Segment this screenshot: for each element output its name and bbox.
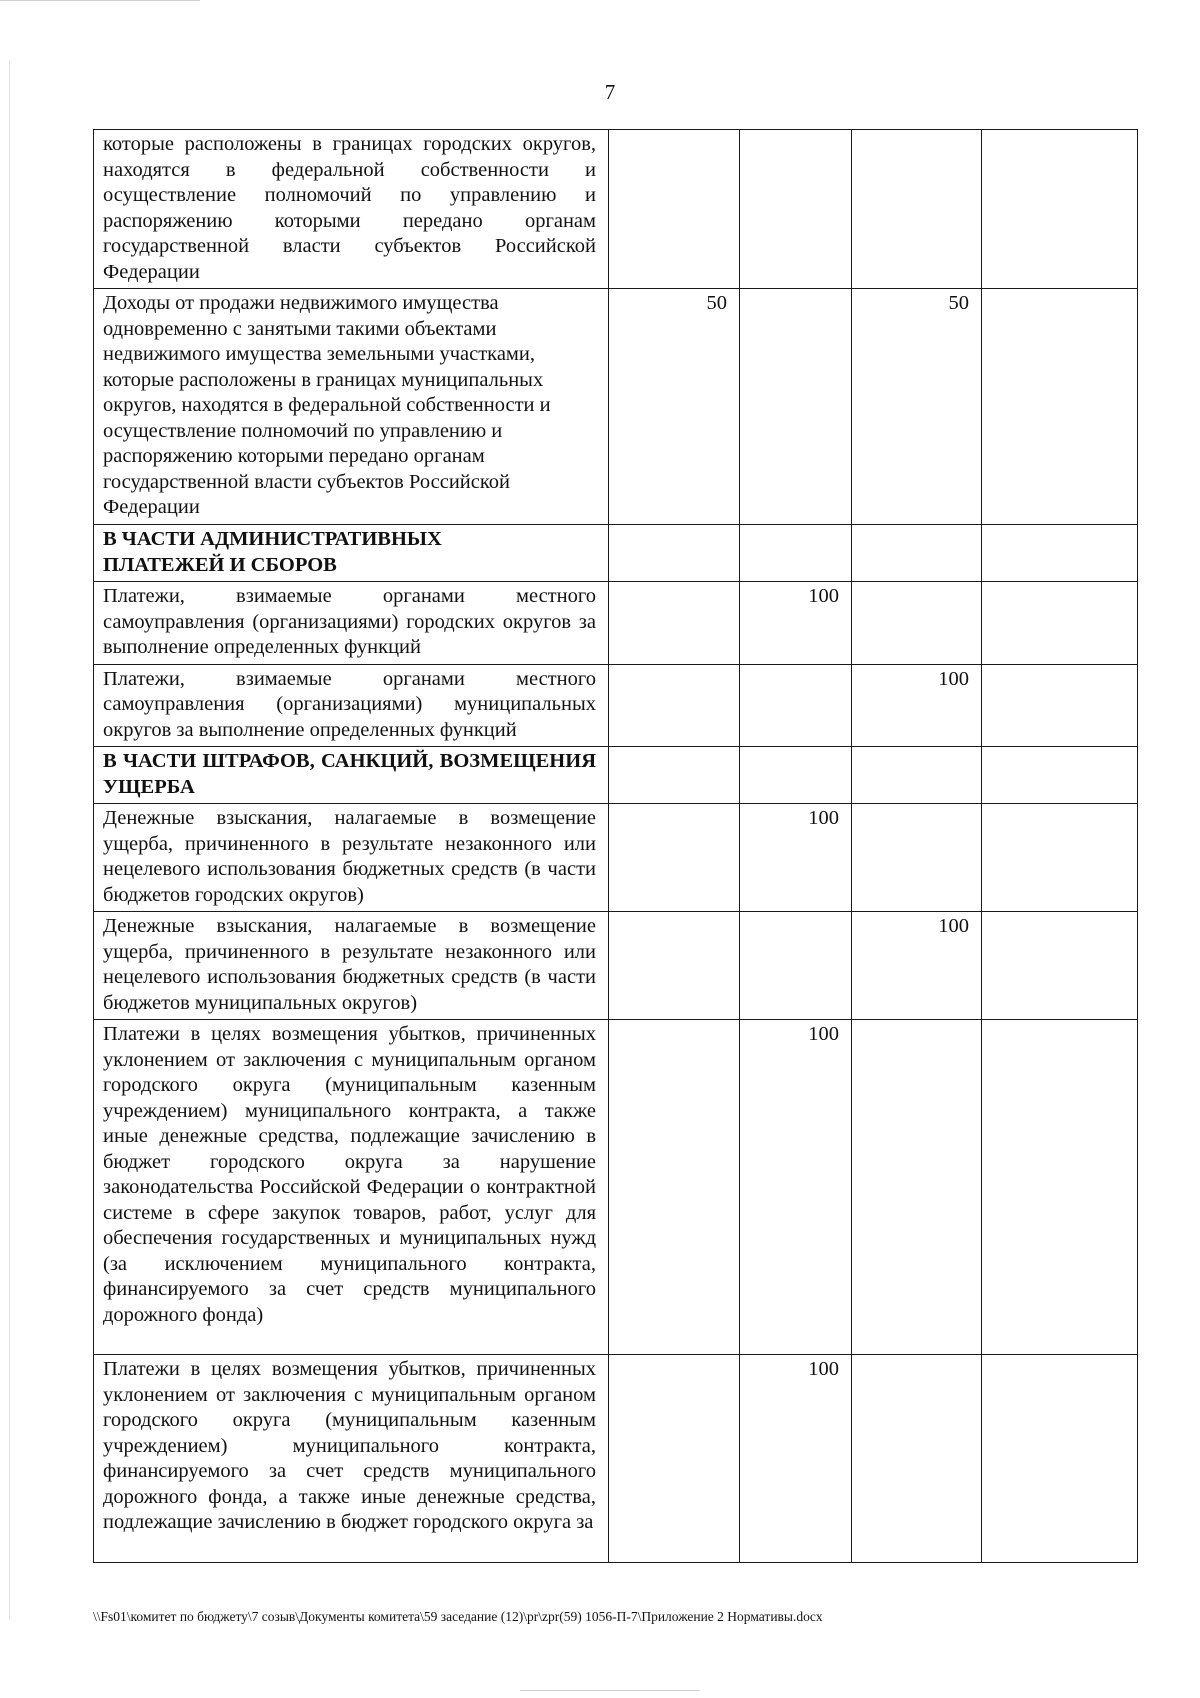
row-description: Доходы от продажи недвижимого имущества одновременно с занятыми такими объектами недвижимого имущества земельными участками, которые расположены в границах муниципальных округов, находятся в федеральной собственности и осуществление полномочий по управлению и распоряжению которыми передано органам государственной власти субъектов Российской Федерации <box>94 289 609 525</box>
value-cell: 100 <box>740 804 852 912</box>
value-cell <box>982 804 1138 912</box>
value-cell <box>852 804 982 912</box>
value-cell <box>852 130 982 289</box>
table-row <box>94 582 1138 665</box>
file-path-footer: \\Fs01\комитет по бюджету\7 созыв\Документы комитета\59 заседание (12)\pr\zpr(59) 1056-П-7\Приложение 2 Нормативы.docx <box>93 1609 823 1624</box>
value-cell <box>852 1020 982 1355</box>
row-description: Денежные взыскания, налагаемые в возмещение ущерба, причиненного в результате незаконного или нецелевого использования бюджетных средств (в части бюджетов городских округов) <box>94 804 609 912</box>
value-cell <box>852 525 982 582</box>
section-row <box>94 747 1138 804</box>
norms-table <box>93 129 1138 1563</box>
row-description: Платежи в целях возмещения убытков, причиненных уклонением от заключения с муниципальным органом городского округа (муниципальным казенным учреждением) муниципального контракта, а также иные денежные средства, подлежащие зачислению в бюджет городского округа за нарушение законодательства Российской Федерации о контрактной системе в сфере закупок товаров, работ, услуг для обеспечения государственных и муниципальных нужд (за исключением муниципального контракта, финансируемого за счет средств муниципального дорожного фонда) <box>94 1020 609 1355</box>
value-cell <box>982 130 1138 289</box>
value-cell <box>852 1355 982 1563</box>
scan-artifact-bottom <box>520 1690 700 1691</box>
value-cell <box>609 747 740 804</box>
value-cell <box>609 804 740 912</box>
table-row <box>94 1020 1138 1355</box>
section-row <box>94 525 1138 582</box>
value-cell <box>609 582 740 665</box>
value-cell <box>609 525 740 582</box>
table-row <box>94 1355 1138 1563</box>
table-row <box>94 664 1138 747</box>
row-description: которые расположены в границах городских округов, находятся в федеральной собственности и осуществление полномочий по управлению и распоряжению которыми передано органам государственной власти субъектов Российской Федерации <box>94 130 609 289</box>
value-cell <box>609 130 740 289</box>
table-row <box>94 912 1138 1020</box>
scan-artifact-left <box>9 60 10 1620</box>
value-cell <box>982 912 1138 1020</box>
value-cell <box>982 747 1138 804</box>
page-number: 7 <box>604 80 616 104</box>
value-cell <box>852 582 982 665</box>
section-heading: В ЧАСТИ ШТРАФОВ, САНКЦИЙ, ВОЗМЕЩЕНИЯ УЩЕРБА <box>94 747 609 804</box>
value-cell <box>609 912 740 1020</box>
value-cell: 50 <box>609 289 740 525</box>
value-cell <box>740 525 852 582</box>
value-cell: 50 <box>852 289 982 525</box>
value-cell <box>982 1020 1138 1355</box>
table-row <box>94 130 1138 289</box>
value-cell <box>982 1355 1138 1563</box>
row-description: Денежные взыскания, налагаемые в возмещение ущерба, причиненного в результате незаконного или нецелевого использования бюджетных средств (в части бюджетов муниципальных округов) <box>94 912 609 1020</box>
value-cell <box>982 664 1138 747</box>
value-cell <box>982 289 1138 525</box>
value-cell <box>852 747 982 804</box>
value-cell <box>609 1355 740 1563</box>
value-cell <box>740 130 852 289</box>
value-cell: 100 <box>740 582 852 665</box>
value-cell <box>982 525 1138 582</box>
value-cell <box>740 289 852 525</box>
value-cell <box>609 1020 740 1355</box>
table-row <box>94 289 1138 525</box>
row-description: Платежи, взимаемые органами местного самоуправления (организациями) городских округов за выполнение определенных функций <box>94 582 609 665</box>
value-cell <box>609 664 740 747</box>
value-cell <box>982 582 1138 665</box>
value-cell <box>740 664 852 747</box>
row-description: Платежи в целях возмещения убытков, причиненных уклонением от заключения с муниципальным органом городского округа (муниципальным казенным учреждением) муниципального контракта, финансируемого за счет средств муниципального дорожного фонда, а также иные денежные средства, подлежащие зачислению в бюджет городского округа за <box>94 1355 609 1563</box>
row-description: Платежи, взимаемые органами местного самоуправления (организациями) муниципальных округов за выполнение определенных функций <box>94 664 609 747</box>
value-cell <box>740 912 852 1020</box>
value-cell: 100 <box>852 664 982 747</box>
value-cell <box>740 747 852 804</box>
section-heading: В ЧАСТИ АДМИНИСТРАТИВНЫХ ПЛАТЕЖЕЙ И СБОРОВ <box>94 525 609 582</box>
value-cell: 100 <box>852 912 982 1020</box>
value-cell: 100 <box>740 1020 852 1355</box>
table-row <box>94 804 1138 912</box>
scan-artifact-top <box>0 0 200 1</box>
value-cell: 100 <box>740 1355 852 1563</box>
